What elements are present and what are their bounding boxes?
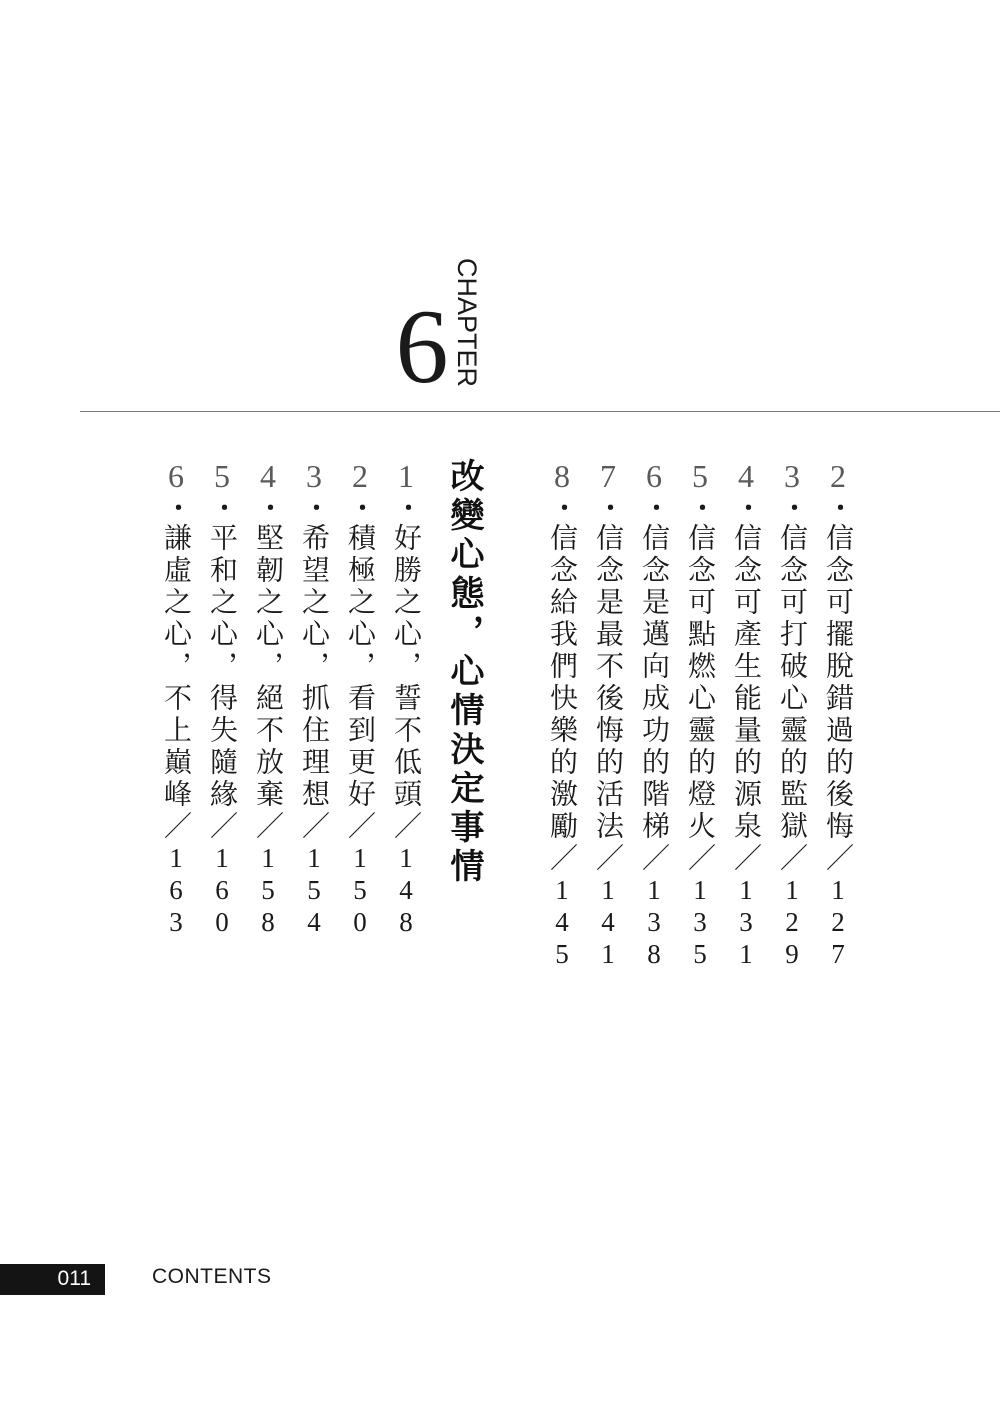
entry-number: 4 [250,458,286,495]
section-title: 改變心態，心情決定事情 [444,458,484,887]
entry-separator: ／ [638,843,671,875]
toc-entry[interactable] [248,458,288,939]
toc-entry[interactable] [340,458,380,939]
entry-bullet: ・ [548,495,577,523]
entry-bullet: ・ [732,495,761,523]
entry-number: 5 [682,458,718,495]
entry-separator: ／ [546,843,579,875]
entry-bullet: ・ [686,495,715,523]
entry-number: 1 [388,458,424,495]
entry-separator: ／ [390,811,423,843]
entry-page: 163 [161,843,191,939]
entry-separator: ／ [206,811,239,843]
entry-title: 信念給我們快樂的激勵 [546,523,579,843]
entry-title: 希望之心，抓住理想 [298,523,331,811]
entry-number: 5 [204,458,240,495]
entry-page: 129 [777,875,807,971]
entry-bullet: ・ [778,495,807,523]
entry-bullet: ・ [594,495,623,523]
entry-page: 154 [299,843,329,939]
entry-title: 好勝之心，誓不低頭 [390,523,423,811]
toc-entry[interactable] [634,458,674,971]
entry-separator: ／ [776,843,809,875]
entry-title: 信念是最不後悔的活法 [592,523,625,843]
entry-title: 信念可點燃心靈的燈火 [684,523,717,843]
entry-page: 127 [823,875,853,971]
entry-page: 145 [547,875,577,971]
toc-entry[interactable] [588,458,628,971]
entry-number: 2 [342,458,378,495]
entry-bullet: ・ [346,495,375,523]
toc-entry[interactable] [156,458,196,939]
toc-entry[interactable] [202,458,242,939]
entry-page: 150 [345,843,375,939]
entry-title: 積極之心，看到更好 [344,523,377,811]
entry-page: 138 [639,875,669,971]
page-number: 011 [57,1267,91,1290]
entry-separator: ／ [252,811,285,843]
entry-bullet: ・ [162,495,191,523]
chapter-number: 6 [395,288,449,405]
running-footer-label: CONTENTS [152,1265,272,1288]
chapter-divider [80,411,1000,412]
entry-bullet: ・ [254,495,283,523]
entry-separator: ／ [730,843,763,875]
entry-bullet: ・ [208,495,237,523]
entry-title: 信念可打破心靈的監獄 [776,523,809,843]
entry-number: 2 [820,458,856,495]
entry-bullet: ・ [392,495,421,523]
entry-title: 信念可擺脫錯過的後悔 [822,523,855,843]
entry-title: 謙虛之心，不上巔峰 [160,523,193,811]
toc-entry[interactable] [680,458,720,971]
toc-entry[interactable] [772,458,812,971]
entry-separator: ／ [160,811,193,843]
entry-number: 3 [774,458,810,495]
entry-bullet: ・ [824,495,853,523]
entry-page: 135 [685,875,715,971]
toc-entry[interactable] [818,458,858,971]
entry-page: 148 [391,843,421,939]
entry-bullet: ・ [300,495,329,523]
entry-separator: ／ [822,843,855,875]
entry-number: 6 [158,458,194,495]
entry-title: 堅韌之心，絕不放棄 [252,523,285,811]
entry-bullet: ・ [640,495,669,523]
entry-separator: ／ [684,843,717,875]
toc-entry[interactable] [542,458,582,971]
entry-page: 141 [593,875,623,971]
entry-separator: ／ [298,811,331,843]
entry-number: 8 [544,458,580,495]
entry-number: 6 [636,458,672,495]
toc-entry[interactable] [386,458,426,939]
entry-number: 7 [590,458,626,495]
entry-separator: ／ [344,811,377,843]
entry-title: 信念可產生能量的源泉 [730,523,763,843]
entry-number: 3 [296,458,332,495]
entry-separator: ／ [592,843,625,875]
entry-page: 131 [731,875,761,971]
entry-title: 平和之心，得失隨緣 [206,523,239,811]
entry-page: 160 [207,843,237,939]
entry-title: 信念是邁向成功的階梯 [638,523,671,843]
entry-number: 4 [728,458,764,495]
folio-box [0,1264,105,1295]
entry-page: 158 [253,843,283,939]
toc-entry[interactable] [294,458,334,939]
chapter-label: CHAPTER [452,258,482,388]
toc-entry[interactable] [726,458,766,971]
